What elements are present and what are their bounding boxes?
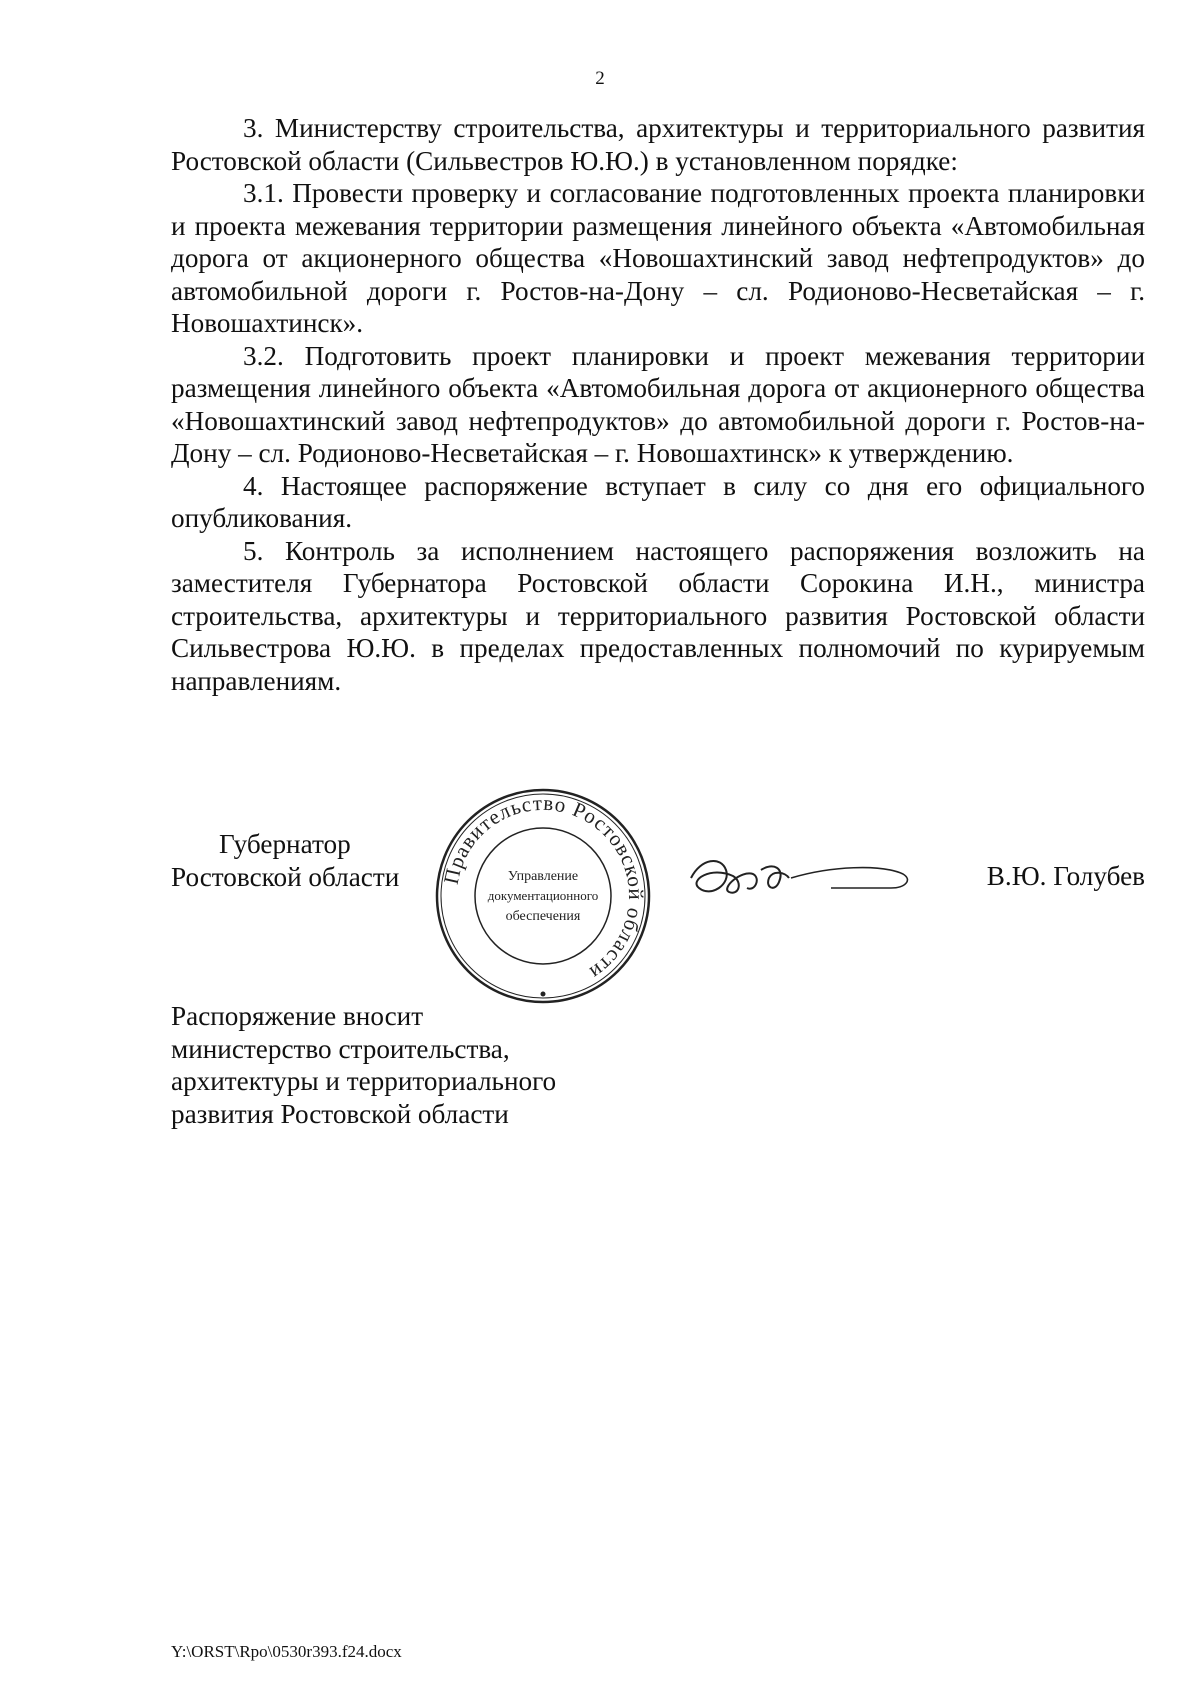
seal-outer-text: Правительство Ростовской области: [438, 790, 649, 986]
seal-inner-line1: Управление: [507, 869, 579, 884]
submitter-line2: министерство строительства,: [171, 1033, 510, 1064]
submitter-line3: архитектуры и территориального: [171, 1066, 557, 1096]
submitter-line4: развития Ростовской области: [171, 1098, 509, 1129]
document-body: [171, 112, 1145, 697]
submitter-line1: Распоряжение вносит: [171, 1001, 424, 1031]
paragraph-5: 5. Контроль за исполнением настоящего распоряжения возложить на заместителя Губернатора Ростовской области Сорокина И.Н., министра строительства, архитектуры и территориального развития Ростовской области Сильвестрова Ю.Ю. в пределах предоставленных полномочий по курируемым направлениям.: [171, 535, 1145, 696]
governor-name: В.Ю. Голубев: [986, 861, 1145, 891]
page-number: 2: [595, 68, 605, 89]
paragraph-3: 3. Министерству строительства, архитектуры и территориального развития Ростовской области (Сильвестров Ю.Ю.) в установленном порядке:: [171, 113, 1145, 176]
submitter-note: [171, 1000, 556, 1130]
governor-title: [171, 828, 399, 893]
handwritten-signature: [681, 848, 921, 908]
seal-inner-line2: документационного: [487, 888, 599, 903]
governor-title-line2: Ростовской области: [171, 861, 400, 892]
governor-title-line1: Губернатор: [219, 829, 351, 859]
paragraph-3-1: 3.1. Провести проверку и согласование подготовленных проекта планировки и проекта межевания территории размещения линейного объекта «Автомобильная дорога от акционерного общества «Новошахтинский завод нефтепродуктов» до автомобильной дороги г. Ростов-на-Дону – сл. Родионово-Несветайская – г. Новошахтинск».: [171, 178, 1145, 338]
paragraph-3-2: 3.2. Подготовить проект планировки и проект межевания территории размещения линейного объекта «Автомобильная дорога от акционерного общества «Новошахтинский завод нефтепродуктов» до автомобильной дороги г. Ростов-на-Дону – сл. Родионово-Несветайская – г. Новошахтинск» к утверждению.: [171, 340, 1145, 468]
signature-block: [171, 790, 1145, 998]
paragraph-4: 4. Настоящее распоряжение вступает в силу со дня его официального опубликования.: [171, 470, 1145, 533]
file-path-footer: Y:\ORST\Rpo\0530r393.f24.docx: [171, 1642, 402, 1661]
seal-inner-line3: обеспечения: [505, 909, 581, 924]
official-seal-stamp: [433, 786, 653, 1006]
